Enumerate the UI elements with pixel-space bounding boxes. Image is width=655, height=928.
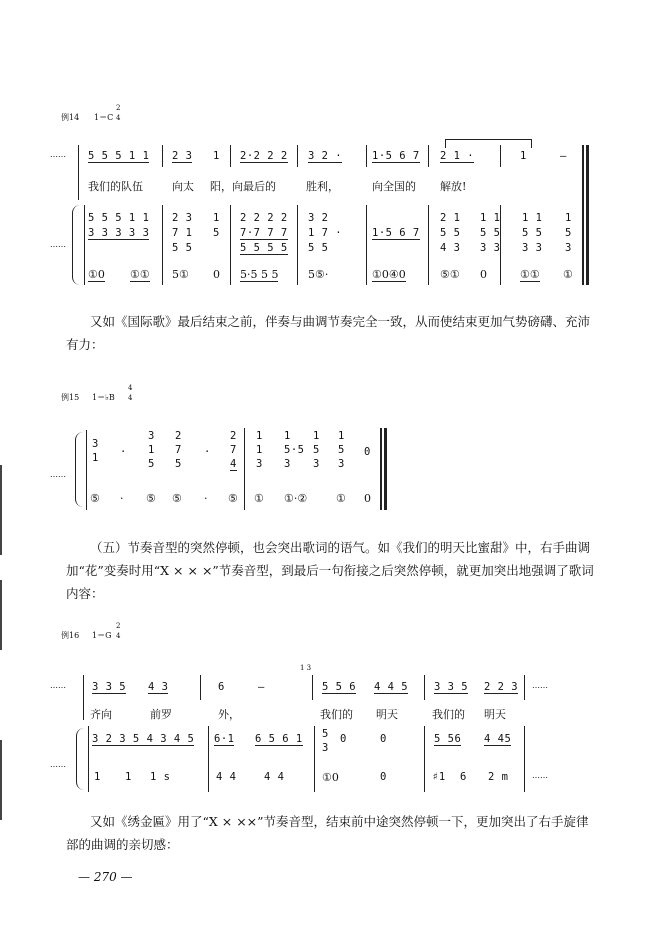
acc-note: 4 3 xyxy=(440,242,461,254)
acc-note: 3 xyxy=(322,742,329,754)
ellipsis: …… xyxy=(50,470,66,479)
paragraph: 又如《国际歌》最后结束之前，伴奏与曲调节奏完全一致，从而使结束更加气势磅礴、充沛有力： xyxy=(66,314,591,352)
final-barline xyxy=(384,428,387,510)
barline xyxy=(88,726,89,792)
barline xyxy=(83,675,84,720)
example-label: 例15 xyxy=(61,393,80,402)
melody-note: 2·2 2 2 xyxy=(240,150,288,162)
scan-edge-mark xyxy=(0,580,2,650)
lyric: 明天 xyxy=(376,708,398,721)
note: 3 xyxy=(338,458,345,470)
acc-note: 6 5 6 1 xyxy=(255,733,303,745)
acc-note: 6·1 xyxy=(214,733,235,745)
ellipsis: …… xyxy=(50,681,66,690)
note: 1 xyxy=(338,430,345,442)
note: 3 xyxy=(256,458,263,470)
acc-note: 5 xyxy=(322,728,329,740)
bass-note: 5·5 5 5 xyxy=(240,268,279,281)
barline xyxy=(524,675,525,700)
lyric: 解放! xyxy=(440,180,467,193)
acc-note: 2 2 2 2 xyxy=(240,212,288,224)
example-label: 例16 xyxy=(61,631,80,640)
acc-note: 1 7 · xyxy=(308,227,343,239)
bass-note: ①0 xyxy=(88,268,105,281)
note: 1 xyxy=(148,444,155,456)
ellipsis: …… xyxy=(50,760,66,769)
note: 4 xyxy=(230,458,237,470)
melody-note: 4 4 5 xyxy=(374,681,409,693)
bass-note: 1 xyxy=(94,771,101,783)
acc-note: 7·7 7 7 xyxy=(240,227,288,239)
acc-note: 1·5 6 7 xyxy=(372,227,420,239)
brace xyxy=(75,432,84,507)
note: 5·5 xyxy=(284,444,305,456)
ellipsis: …… xyxy=(532,771,548,780)
ellipsis: …… xyxy=(50,240,66,249)
note: 2 xyxy=(230,430,237,442)
barline xyxy=(428,205,429,285)
rest: 0 xyxy=(340,733,347,745)
time-sig-bottom: 4 xyxy=(128,394,133,402)
acc-note: 5 xyxy=(565,227,572,239)
bass-note: ⑤① xyxy=(440,268,460,281)
bass-note: 4 4 xyxy=(216,771,237,783)
barline xyxy=(200,675,201,700)
acc-note: 5 5 5 5 xyxy=(240,242,288,254)
note: · xyxy=(204,446,211,458)
note: 7 xyxy=(175,444,182,456)
barline xyxy=(428,145,429,167)
acc-note: 3 3 3 3 3 xyxy=(88,227,150,239)
acc-note: 2 1 xyxy=(440,212,461,224)
scan-edge-mark xyxy=(0,740,2,820)
barline xyxy=(230,145,231,167)
bass-note: 1 xyxy=(125,771,132,783)
time-sig-top: 2 xyxy=(116,104,121,112)
acc-note: 3 3 xyxy=(522,242,543,254)
barline xyxy=(297,145,298,167)
paragraph: 又如《绣金匾》用了“X × ××”节奏音型，结束前中途突然停顿一下，更加突出了右手旋律部的曲调的亲切感： xyxy=(66,814,589,852)
acc-note: 5 5 5 1 1 xyxy=(88,212,150,224)
bass-note: 0 xyxy=(213,268,220,281)
final-barline xyxy=(380,428,382,510)
melody-note: 3 2 · xyxy=(308,150,343,162)
melody-note: 2 1 · xyxy=(440,150,475,162)
acc-note: 5 5 xyxy=(308,242,329,254)
barline xyxy=(500,205,501,285)
time-sig-bottom: 4 xyxy=(116,114,121,122)
brace xyxy=(76,728,85,790)
note: 1 xyxy=(92,452,99,464)
bass-note: ① xyxy=(336,492,346,505)
barline xyxy=(244,428,245,510)
acc-note: 5 5 xyxy=(522,227,543,239)
final-barline xyxy=(586,145,589,285)
rest: 0 xyxy=(380,733,387,745)
note: 3 xyxy=(284,458,291,470)
bass-note: · xyxy=(204,492,208,505)
bass-note: ① xyxy=(254,492,264,505)
grace-notes: 1 3 xyxy=(300,664,312,672)
bass-note: 6 xyxy=(460,771,467,783)
lyric: 我们的 xyxy=(432,708,465,721)
melody-note: 3 3 5 xyxy=(92,681,127,693)
rest: 0 xyxy=(380,771,387,783)
acc-note: 7 1 xyxy=(172,227,193,239)
note: 3 xyxy=(148,430,155,442)
note: 5 xyxy=(148,458,155,470)
note: 1 xyxy=(256,430,263,442)
melody-note: 1 xyxy=(213,150,220,162)
barline xyxy=(312,675,313,700)
bass-note: 5⑤· xyxy=(308,268,329,281)
bass-note: 1 s xyxy=(150,771,171,783)
bass-note: ①0 xyxy=(322,771,339,784)
melody-note: 2 2 3 xyxy=(484,681,519,693)
lyric: 明天 xyxy=(484,708,506,721)
melody-note: 1 xyxy=(520,150,527,162)
bass-note: ⑤ xyxy=(172,492,182,505)
rest: 0 xyxy=(364,446,371,458)
bass-note: ♯1 xyxy=(432,771,446,783)
tie-arc xyxy=(445,139,532,148)
melody-note: 1·5 6 7 xyxy=(372,150,420,162)
bass-note: 2 m xyxy=(488,771,509,783)
barline xyxy=(162,205,163,285)
barline xyxy=(500,145,501,167)
bass-note: 5① xyxy=(172,268,189,281)
lyric: 向太 xyxy=(172,180,194,193)
note: 3 xyxy=(313,458,320,470)
acc-note: 3 2 xyxy=(308,212,329,224)
acc-note: 5 56 xyxy=(434,733,462,745)
barline xyxy=(86,430,87,510)
melody-note: — xyxy=(258,681,265,693)
note: 1 xyxy=(256,444,263,456)
acc-note: 5 5 xyxy=(440,227,461,239)
bass-note: ⑤ xyxy=(90,492,100,505)
acc-note: 4 45 xyxy=(484,733,512,745)
key-signature: 1＝C xyxy=(94,113,114,122)
brace xyxy=(72,205,81,285)
note: 1 xyxy=(313,430,320,442)
lyric: 外， xyxy=(218,708,240,721)
lyric: 胜利， xyxy=(306,180,339,193)
acc-note: 5 5 xyxy=(172,242,193,254)
time-sig-top: 4 xyxy=(128,384,133,392)
barline xyxy=(314,726,315,792)
bass-note: ⑤ xyxy=(146,492,156,505)
melody-note: — xyxy=(560,150,567,162)
lyric: 向全国的 xyxy=(372,180,416,193)
note: 5 xyxy=(313,444,320,456)
note: 7 xyxy=(230,444,237,456)
note: 1 xyxy=(284,430,291,442)
acc-note: 1 1 xyxy=(522,212,543,224)
lyric: 齐向 xyxy=(90,708,112,721)
melody-note: 4 3 xyxy=(148,681,169,693)
ellipsis: …… xyxy=(532,681,548,690)
bass-note: ⑤ xyxy=(228,492,238,505)
rest: 0 xyxy=(364,492,371,505)
barline xyxy=(524,726,525,792)
note: 3 xyxy=(92,438,99,450)
bass-note: ①① xyxy=(130,268,150,281)
scan-edge-mark xyxy=(0,465,2,555)
barline xyxy=(162,145,163,167)
bass-note: · xyxy=(120,492,124,505)
barline xyxy=(78,145,79,200)
acc-note: 5 5 xyxy=(480,227,501,239)
note: · xyxy=(120,446,127,458)
bass-note: ①① xyxy=(520,268,540,281)
acc-note: 3 3 xyxy=(480,242,501,254)
key-signature: 1＝G xyxy=(92,631,112,640)
melody-note: 3 3 5 xyxy=(434,681,469,693)
time-sig-top: 2 xyxy=(116,622,121,630)
acc-note: 1 1 xyxy=(480,212,501,224)
ellipsis: …… xyxy=(50,150,66,159)
example-label: 例14 xyxy=(61,113,80,122)
barline xyxy=(424,675,425,700)
acc-note: 2 3 xyxy=(172,212,193,224)
paragraph: （五）节奏音型的突然停顿，也会突出歌词的语气。如《我们的明天比蜜甜》中，右手曲调加“花”变奏时用“X × × ×”节奏音型，到最后一句衔接之后突然停顿，就更加突出地强调了歌词内容： xyxy=(66,540,594,601)
lyric: 阳，向最后的 xyxy=(210,180,276,193)
lyric: 我们的 xyxy=(320,708,353,721)
note: 5 xyxy=(338,444,345,456)
acc-note: 3 xyxy=(565,242,572,254)
bass-note: ① xyxy=(563,268,573,281)
note: 5 xyxy=(175,458,182,470)
barline xyxy=(84,205,85,285)
time-sig-bottom: 4 xyxy=(116,632,121,640)
key-signature: 1＝♭B xyxy=(92,393,115,402)
melody-note: 6 xyxy=(218,681,225,693)
bass-note: 0 xyxy=(480,268,487,281)
barline xyxy=(366,205,367,285)
barline xyxy=(208,726,209,792)
melody-note: 2 3 xyxy=(172,150,193,162)
barline xyxy=(230,205,231,285)
final-barline xyxy=(582,145,584,285)
lyric: 前罗 xyxy=(150,708,172,721)
acc-note: 5 xyxy=(213,227,220,239)
barline xyxy=(297,205,298,285)
acc-note: 1 xyxy=(213,212,220,224)
acc-note: 3 2 3 5 4 3 4 5 xyxy=(92,733,195,745)
barline xyxy=(424,726,425,792)
bass-note: ①·② xyxy=(284,492,308,505)
melody-note: 5 5 5 1 1 xyxy=(88,150,150,162)
barline xyxy=(366,145,367,167)
acc-note: 1 xyxy=(565,212,572,224)
note: 2 xyxy=(175,430,182,442)
bass-note: ①0④0 xyxy=(372,268,406,281)
lyric: 我们的队伍 xyxy=(88,180,143,193)
bass-note: 4 4 xyxy=(264,771,285,783)
melody-note: 5 5 6 xyxy=(322,681,357,693)
page-number: — 270 — xyxy=(78,870,133,884)
